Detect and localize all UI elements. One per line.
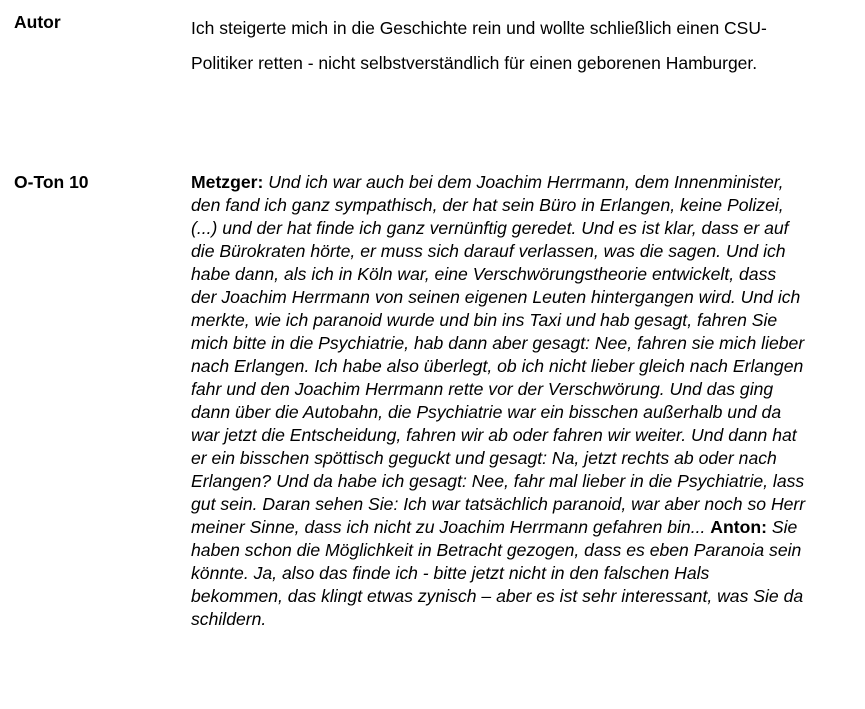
speaker-name-metzger: Metzger: (191, 172, 264, 192)
quote-metzger: Und ich war auch bei dem Joachim Herrmann, dem Innenminister, den fand ich ganz sympathisch, der hat sein Büro in Erlangen, keine Polizei, (...) und der hat finde ich ganz vernünftig geredet. Und es ist klar, dass er auf die Bürokraten hörte, er muss sich darauf verlassen, was die sagen. Und ich habe dann, als ich in Köln war, eine Verschwörungstheorie entwickelt, dass der Joachim Herrmann von seinen eigenen Leuten hintergangen wird. Und ich merkte, wie ich paranoid wurde und bin ins Taxi und hab gesagt, fahren Sie mich bitte in die Psychiatrie, hab dann aber gesagt: Nee, fahren sie mich lieber nach Erlangen. Ich habe also überlegt, ob ich nicht lieber gleich nach Erlangen fahr und den Joachim Herrmann rette vor der Verschwörung. Und das ging dann über die Autobahn, die Psychiatrie war ein bisschen außerhalb und da war jetzt die Entscheidung, fahren wir ab oder fahren wir weiter. Und dann hat er ein bisschen spöttisch geguckt und gesagt: Na, jetzt rechts ab oder nach Erlangen? Und da habe ich gesagt: Nee, fahr mal lieber in die Psychiatrie, lass gut sein. Daran sehen Sie: Ich war tatsächlich paranoid, war aber noch so Herr meiner Sinne, dass ich nicht zu Joachim Herrmann gefahren bin... (191, 172, 806, 537)
speaker-label-o-ton: O-Ton 10 (14, 172, 89, 192)
speaker-label-autor: Autor (14, 12, 61, 32)
o-ton-text (191, 171, 806, 631)
speaker-name-anton: Anton: (710, 517, 767, 537)
autor-text: Ich steigerte mich in die Geschichte rein und wollte schließlich einen CSU-Politiker retten - nicht selbstverständlich für einen geborenen Hamburger. (191, 18, 767, 73)
quote-anton: Sie haben schon die Möglichkeit in Betracht gezogen, dass es eben Paranoia sein könnte. Ja, also das finde ich - bitte jetzt nicht in den falschen Hals bekommen, das klingt etwas zynisch – aber es ist sehr interessant, was Sie da schildern. (191, 517, 804, 629)
